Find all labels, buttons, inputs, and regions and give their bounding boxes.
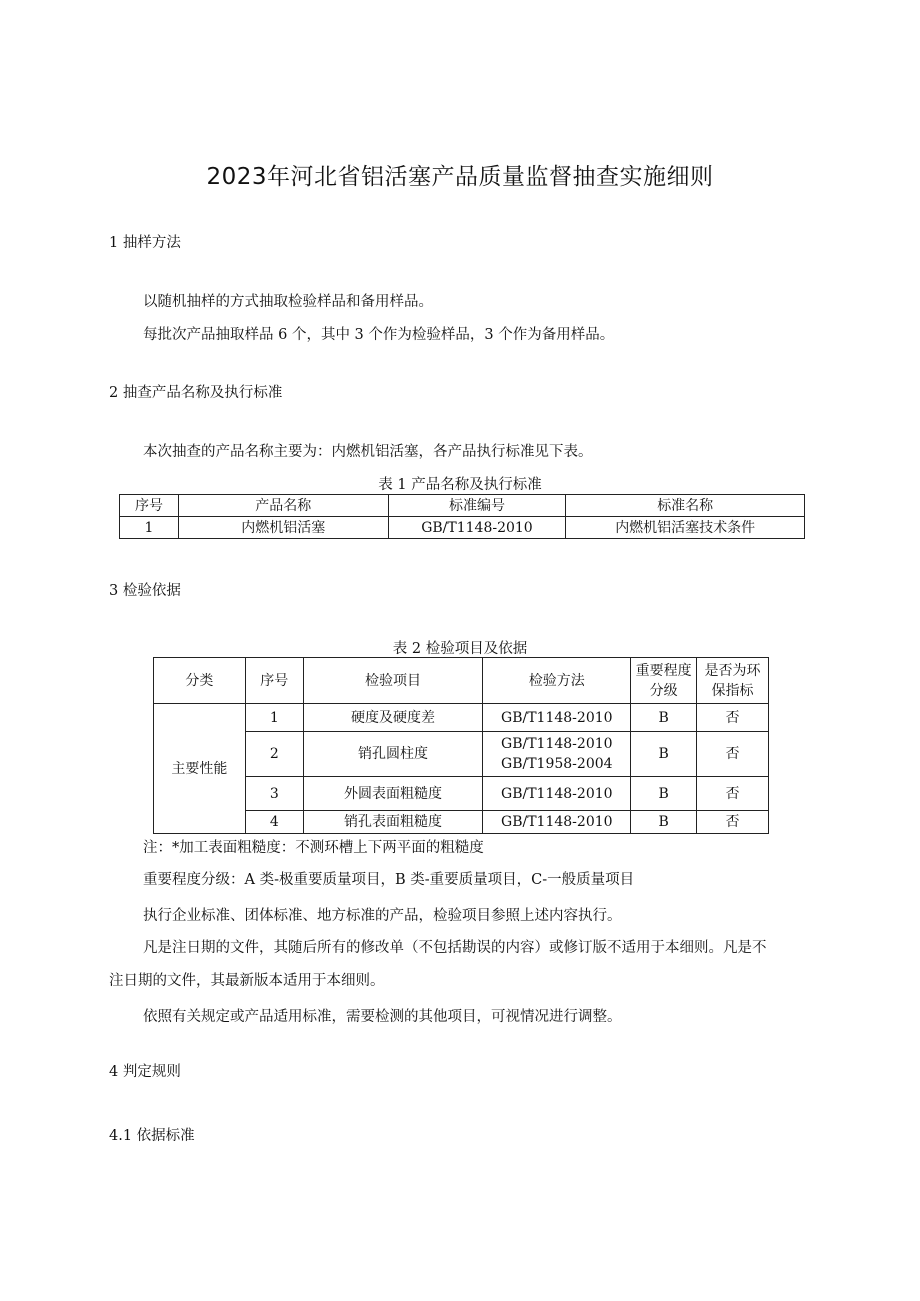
table-cell: 1 <box>120 517 179 539</box>
table-cell: B <box>631 777 697 811</box>
paragraph: 依照有关规定或产品适用标准，需要检测的其他项目，可视情况进行调整。 <box>143 1009 622 1025</box>
table-cell: 外圆表面粗糙度 <box>303 777 483 811</box>
table-cell: GB/T1148-2010 <box>483 704 631 732</box>
table-cell: B <box>631 704 697 732</box>
table-cell: 否 <box>697 811 769 834</box>
table-row <box>154 777 769 811</box>
table-cell: GB/T1148-2010 <box>388 517 566 539</box>
paragraph: 凡是注日期的文件，其随后所有的修改单（不包括勘误的内容）或修订版不适用于本细则。凡是不 <box>143 940 767 956</box>
method-line: GB/T1148-2010 <box>501 736 613 752</box>
table-header-cell: 标准名称 <box>566 495 805 517</box>
category-cell: 主要性能 <box>154 704 246 834</box>
header-line: 分级 <box>649 682 678 699</box>
header-line: 是否为环 <box>704 662 761 679</box>
paragraph: 注日期的文件，其最新版本适用于本细则。 <box>109 973 385 989</box>
table-cell: 内燃机铝活塞技术条件 <box>566 517 805 539</box>
table-cell: 硬度及硬度差 <box>303 704 483 732</box>
table-cell: GB/T1148-2010 <box>483 811 631 834</box>
table-header-row <box>154 658 769 704</box>
paragraph: 本次抽查的产品名称主要为：内燃机铝活塞，各产品执行标准见下表。 <box>143 444 593 460</box>
table-header-cell <box>697 658 769 704</box>
product-standard-table <box>119 494 805 539</box>
section-heading-judgement: 4 判定规则 <box>109 1064 181 1080</box>
section-heading-sampling: 1 抽样方法 <box>109 235 181 251</box>
paragraph: 每批次产品抽取样品 6 个，其中 3 个作为检验样品，3 个作为备用样品。 <box>143 327 615 343</box>
table-cell: 1 <box>245 704 303 732</box>
table-header-row <box>120 495 805 517</box>
table-header-cell: 序号 <box>120 495 179 517</box>
table-cell: 3 <box>245 777 303 811</box>
table-caption: 表 2 检验项目及依据 <box>392 641 528 657</box>
table-header-cell <box>631 658 697 704</box>
table-row <box>120 517 805 539</box>
table-cell <box>483 732 631 777</box>
paragraph: 重要程度分级：A 类-极重要质量项目，B 类-重要质量项目，C-一般质量项目 <box>143 872 635 888</box>
table-header-cell: 产品名称 <box>178 495 388 517</box>
table-cell: B <box>631 811 697 834</box>
page-title: 2023年河北省铝活塞产品质量监督抽查实施细则 <box>206 164 714 190</box>
inspection-items-table <box>153 657 769 834</box>
paragraph: 执行企业标准、团体标准、地方标准的产品，检验项目参照上述内容执行。 <box>143 908 622 924</box>
method-line: GB/T1958-2004 <box>501 756 613 772</box>
table-header-cell: 分类 <box>154 658 246 704</box>
table-header-cell: 序号 <box>245 658 303 704</box>
table-header-cell: 检验方法 <box>483 658 631 704</box>
table-header-cell: 检验项目 <box>303 658 483 704</box>
subsection-heading: 4.1 依据标准 <box>109 1128 195 1144</box>
table-row <box>154 811 769 834</box>
table-cell: GB/T1148-2010 <box>483 777 631 811</box>
table-header-cell: 标准编号 <box>388 495 566 517</box>
table-cell: 4 <box>245 811 303 834</box>
table-row <box>154 732 769 777</box>
header-line: 重要程度 <box>635 662 692 679</box>
table-cell: 内燃机铝活塞 <box>178 517 388 539</box>
table-row <box>154 704 769 732</box>
section-heading-products: 2 抽查产品名称及执行标准 <box>109 385 283 401</box>
table-note: 注：*加工表面粗糙度：不测环槽上下两平面的粗糙度 <box>143 840 484 856</box>
header-line: 保指标 <box>711 682 754 699</box>
paragraph: 以随机抽样的方式抽取检验样品和备用样品。 <box>143 294 433 310</box>
table-cell: 销孔表面粗糙度 <box>303 811 483 834</box>
table-cell: 否 <box>697 777 769 811</box>
table-caption: 表 1 产品名称及执行标准 <box>378 477 542 493</box>
table-cell: 销孔圆柱度 <box>303 732 483 777</box>
table-cell: 否 <box>697 732 769 777</box>
section-heading-basis: 3 检验依据 <box>109 583 181 599</box>
table-cell: B <box>631 732 697 777</box>
table-cell: 否 <box>697 704 769 732</box>
table-cell: 2 <box>245 732 303 777</box>
